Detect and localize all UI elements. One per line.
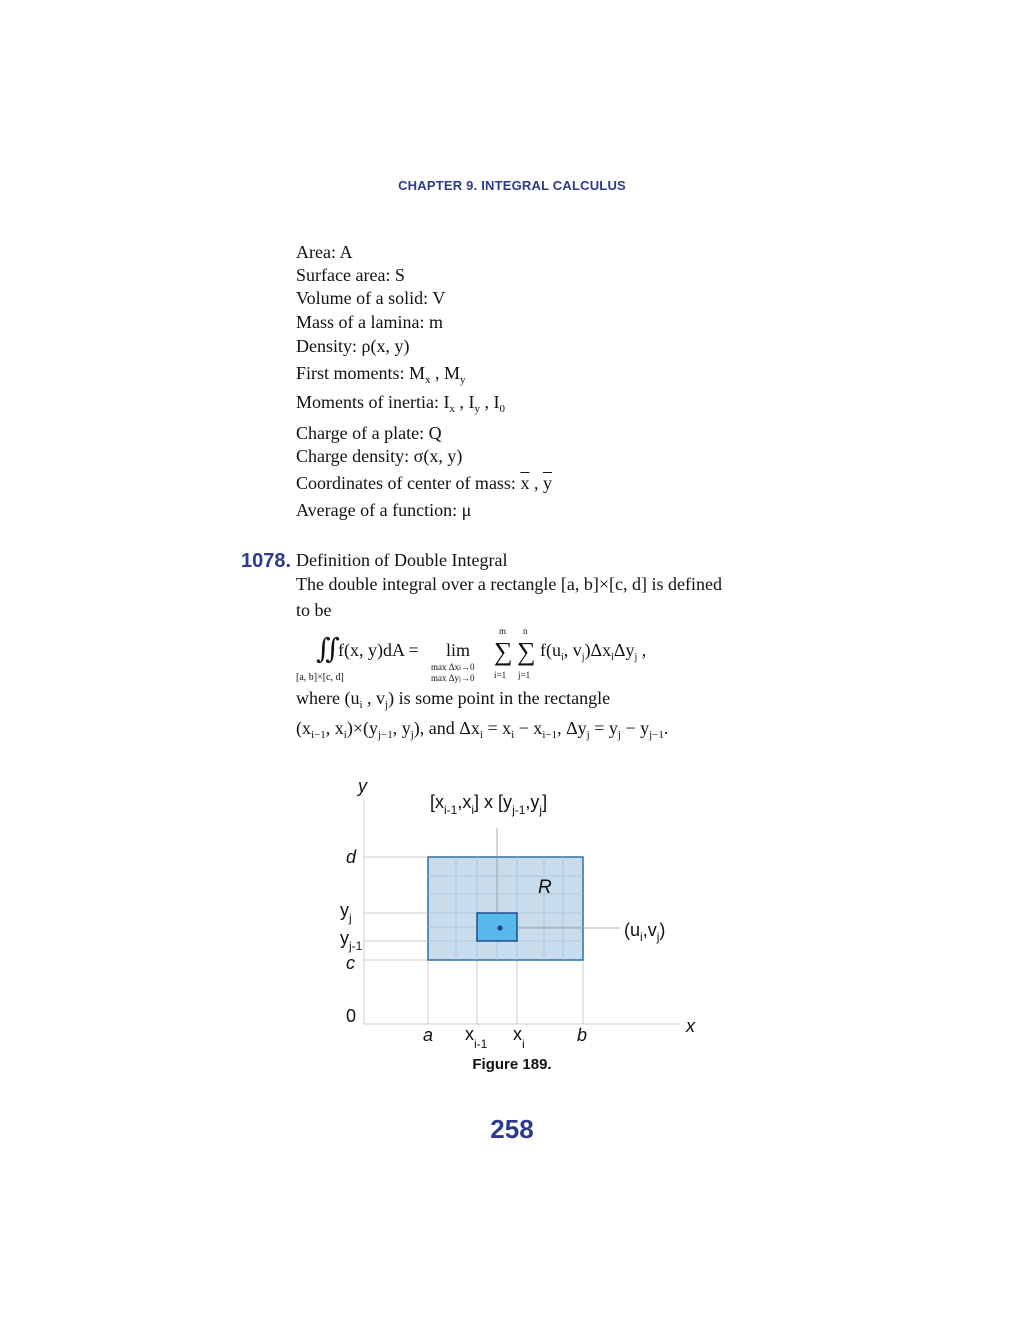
sample-point [497,925,502,930]
section-intro-line1: The double integral over a rectangle [a, b]×[c, d] is defined [296,574,722,594]
d-label: d [346,847,357,867]
x-axis-label: x [686,1016,695,1036]
xi-1-label: $x_{i-1}$ [465,1024,488,1051]
section-title: Definition of Double Integral [296,550,508,570]
svg-text:m: m [499,628,507,636]
svg-text:j=1: j=1 [518,670,531,680]
def-charge-density: Charge density: σ(x, y) [296,446,463,466]
svg-text:∑: ∑ [494,637,513,666]
c-label: c [346,953,355,973]
where-line1: where ($u_i$ , $v_j$) is some point in the rectangle [296,688,611,711]
def-area: Area: A [296,242,353,262]
svg-text:∑: ∑ [517,637,536,666]
svg-text:max Δyj→0: max Δyj→0 [431,673,475,683]
chapter-header: CHAPTER 9. INTEGRAL CALCULUS [398,178,626,193]
yj-1-label: $y_{j-1}$ [340,928,363,953]
uv-label: $(u_i,v_j)$ [624,920,666,944]
R-label: R [538,877,552,898]
cell-label: $[x_{i-1},x_i]$ x $[y_{j-1},y_j]$ [430,792,548,817]
region-R [428,857,583,960]
where-line2: ($x_{i-1}$, $x_i)\times(y_{j-1}$, $y_j$), and $\Delta x_i = x_i - x_{i-1}$, $\Delta y_j = y_j - y_{j-1}$. [296,718,669,741]
def-density: Density: ρ(x, y) [296,336,410,356]
page-number: 258 [490,1114,534,1144]
section-intro-line2: to be [296,600,332,620]
b-label: b [577,1025,588,1045]
def-moments-inertia: Moments of inertia: $I_x$ , $I_y$ , $I_0$ [296,392,505,415]
def-center-of-mass: Coordinates of center of mass: $\overline{x}$ , $\overline{y}$ [296,473,552,493]
a-label: a [423,1025,434,1045]
svg-text:lim: lim [446,640,471,660]
def-average: Average of a function: μ [296,500,472,520]
def-first-moments: First moments: $M_x$ , $M_y$ [296,363,466,386]
svg-text:i=1: i=1 [494,670,507,680]
def-mass: Mass of a lamina: m [296,312,443,332]
svg-text:f(ui, vj)ΔxiΔyj ,: $f(u_i$, $v_j)\Delta x_i\Delta y_j$ , [540,640,647,663]
double-integral-formula [296,628,716,688]
def-charge-plate: Charge of a plate: Q [296,423,442,443]
sub-rectangle [477,913,517,941]
svg-text:[a, b]×[c, d]: [a, b]×[c, d] [296,672,344,683]
yj-label: $y_j$ [340,900,352,925]
xi-label: $x_i$ [513,1024,525,1051]
y-axis-label: y [358,776,367,796]
svg-text:f(x, y)dA =: f(x, y)dA = [338,640,419,660]
svg-text:n: n [523,628,528,636]
def-surface-area: Surface area: S [296,265,405,285]
svg-text:max Δxi→0: max Δxi→0 [431,662,475,672]
svg-text:∬: ∬ [316,634,340,665]
def-volume: Volume of a solid: V [296,288,446,308]
section-number: 1078. [241,550,292,572]
origin-label: 0 [346,1006,357,1026]
figure-189 [320,770,710,1060]
figure-caption: Figure 189. [472,1056,552,1073]
